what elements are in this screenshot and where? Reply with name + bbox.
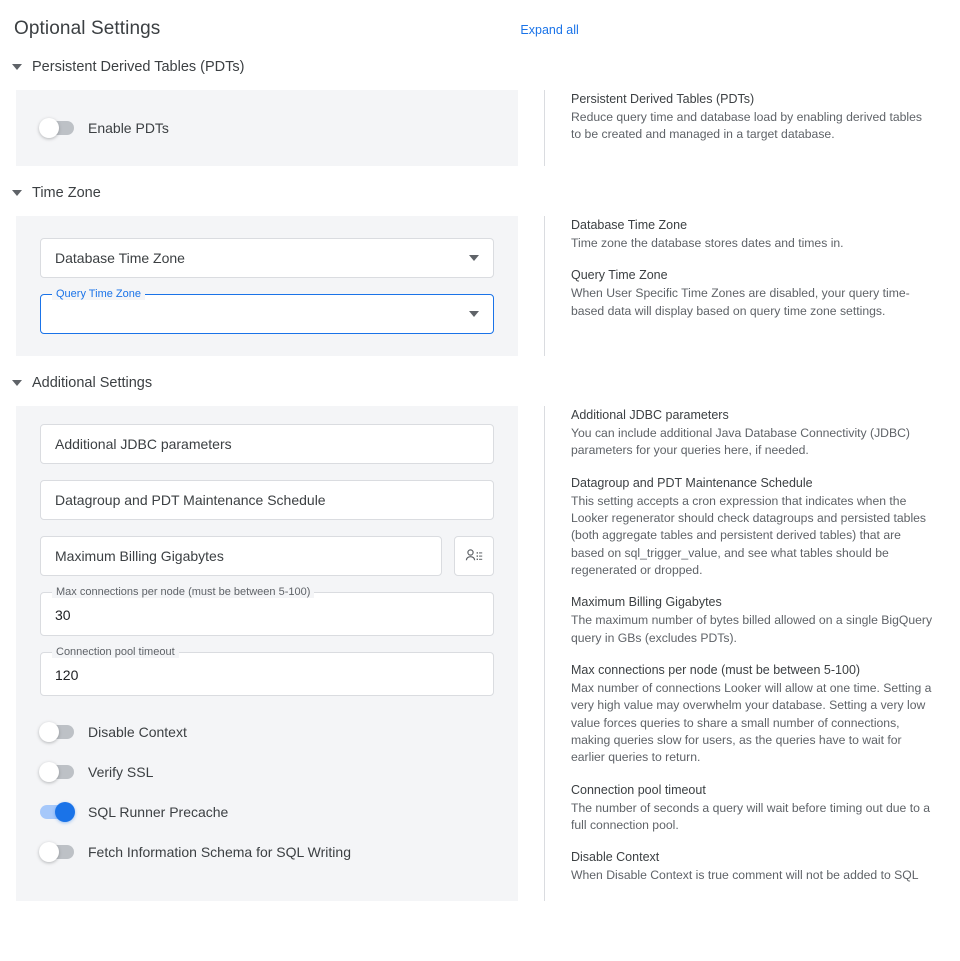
pdt-panel (16, 90, 518, 166)
toggle-knob (39, 762, 59, 782)
user-list-icon-button[interactable] (454, 536, 494, 576)
max-connections-label: Max connections per node (must be between 5-100) (52, 586, 314, 598)
section-timezone-title: Time Zone (32, 185, 101, 201)
help-text: The maximum number of bytes billed allowed on a single BigQuery query in GBs (excludes PDTs). (571, 613, 933, 645)
max-billing-gigabytes-label: Maximum Billing Gigabytes (55, 548, 224, 564)
maintenance-schedule-label: Datagroup and PDT Maintenance Schedule (55, 492, 326, 508)
billing-row (40, 536, 494, 592)
chevron-down-icon (12, 380, 22, 386)
fetch-information-schema-toggle[interactable] (40, 845, 74, 859)
help-block (571, 850, 935, 884)
timezone-help (545, 216, 935, 356)
query-time-zone-label: Query Time Zone (52, 288, 145, 300)
jdbc-parameters-input[interactable] (40, 424, 494, 464)
help-block (571, 408, 935, 460)
verify-ssl-toggle[interactable] (40, 765, 74, 779)
help-title: Database Time Zone (571, 218, 688, 232)
help-block (571, 783, 935, 835)
database-time-zone-label: Database Time Zone (55, 250, 185, 266)
help-text: When User Specific Time Zones are disabled, your query time-based data will display based on query time zone settings. (571, 286, 910, 318)
section-pdt-header[interactable] (0, 56, 960, 78)
max-connections-value: 30 (55, 607, 71, 623)
help-text: Reduce query time and database load by enabling derived tables to be created and managed in a target database. (571, 110, 922, 142)
toggle-knob (39, 118, 59, 138)
database-time-zone-select[interactable] (40, 238, 494, 278)
toggle-knob (39, 722, 59, 742)
help-title: Query Time Zone (571, 268, 668, 283)
section-pdt-body (0, 90, 960, 166)
verify-ssl-label: Verify SSL (88, 764, 154, 780)
max-billing-gigabytes-input[interactable] (40, 536, 442, 576)
section-additional (0, 372, 960, 901)
connection-pool-timeout-input[interactable] (40, 646, 494, 696)
help-text: This setting accepts a cron expression that indicates when the Looker regenerator should check datagroups and persisted tables (both aggregate tables and persistent derived tables) that are based on sql_trigger_value, and see what tables should be regenerated or dropped. (571, 493, 927, 577)
section-timezone (0, 182, 960, 356)
section-additional-title: Additional Settings (32, 375, 153, 391)
help-title: Persistent Derived Tables (PDTs) (571, 92, 755, 106)
enable-pdts-toggle[interactable] (40, 121, 74, 135)
sql-runner-precache-label: SQL Runner Precache (88, 804, 229, 820)
page-title: Optional Settings (14, 18, 161, 39)
page-header (0, 0, 960, 40)
chevron-down-icon (469, 255, 479, 261)
toggle-knob (55, 802, 75, 822)
disable-context-label: Disable Context (88, 724, 187, 740)
chevron-down-icon (469, 311, 479, 317)
max-connections-input[interactable] (40, 586, 494, 636)
connection-pool-timeout-label: Connection pool timeout (52, 646, 179, 658)
help-text: Time zone the database stores dates and times in. (571, 236, 844, 250)
section-pdt (0, 56, 960, 166)
help-title: Maximum Billing Gigabytes (571, 595, 722, 610)
timezone-panel (16, 216, 518, 356)
fetch-information-schema-label: Fetch Information Schema for SQL Writing (88, 844, 351, 860)
help-text: The number of seconds a query will wait before timing out due to a full connection pool. (571, 800, 931, 832)
help-block (571, 476, 935, 580)
maintenance-schedule-input[interactable] (40, 480, 494, 520)
fetch-information-schema-row[interactable] (40, 832, 494, 872)
help-title: Disable Context (571, 850, 660, 865)
help-text: When Disable Context is true comment will not be added to SQL (571, 868, 919, 883)
user-list-icon (465, 547, 483, 565)
help-text: You can include additional Java Database Connectivity (JDBC) parameters for your queries here, if needed. (571, 426, 910, 458)
query-time-zone-select[interactable] (40, 288, 494, 334)
disable-context-row[interactable] (40, 712, 494, 752)
verify-ssl-row[interactable] (40, 752, 494, 792)
help-title: Additional JDBC parameters (571, 408, 729, 422)
help-block (571, 595, 935, 647)
pdt-help (545, 90, 935, 166)
section-additional-header[interactable] (0, 372, 960, 394)
help-title: Connection pool timeout (571, 782, 706, 797)
enable-pdts-row[interactable] (40, 108, 494, 148)
sql-runner-precache-toggle[interactable] (40, 805, 74, 819)
disable-context-toggle[interactable] (40, 725, 74, 739)
jdbc-parameters-label: Additional JDBC parameters (55, 436, 232, 452)
chevron-down-icon (12, 190, 22, 196)
connection-pool-timeout-value: 120 (55, 667, 79, 683)
additional-panel (16, 406, 518, 901)
enable-pdts-label: Enable PDTs (88, 120, 169, 136)
help-text: Max number of connections Looker will allow at one time. Setting a very high value may overwhelm your database. Setting a very low value forces queries to share a small number of connections, making queries slow for users, as the queries have to wait for earlier queries to return. (571, 680, 932, 765)
section-additional-body (0, 406, 960, 901)
help-title: Datagroup and PDT Maintenance Schedule (571, 475, 813, 490)
section-pdt-title: Persistent Derived Tables (PDTs) (32, 59, 245, 75)
help-title: Max connections per node (must be between 5-100) (571, 662, 861, 677)
section-timezone-body (0, 216, 960, 356)
help-block (571, 218, 935, 252)
section-timezone-header[interactable] (0, 182, 960, 204)
expand-all-link[interactable]: Expand all (520, 23, 579, 37)
help-block (571, 268, 935, 320)
sql-runner-precache-row[interactable] (40, 792, 494, 832)
help-block (571, 92, 935, 144)
toggle-knob (39, 842, 59, 862)
help-block (571, 663, 935, 767)
additional-help (545, 406, 935, 901)
chevron-down-icon (12, 64, 22, 70)
